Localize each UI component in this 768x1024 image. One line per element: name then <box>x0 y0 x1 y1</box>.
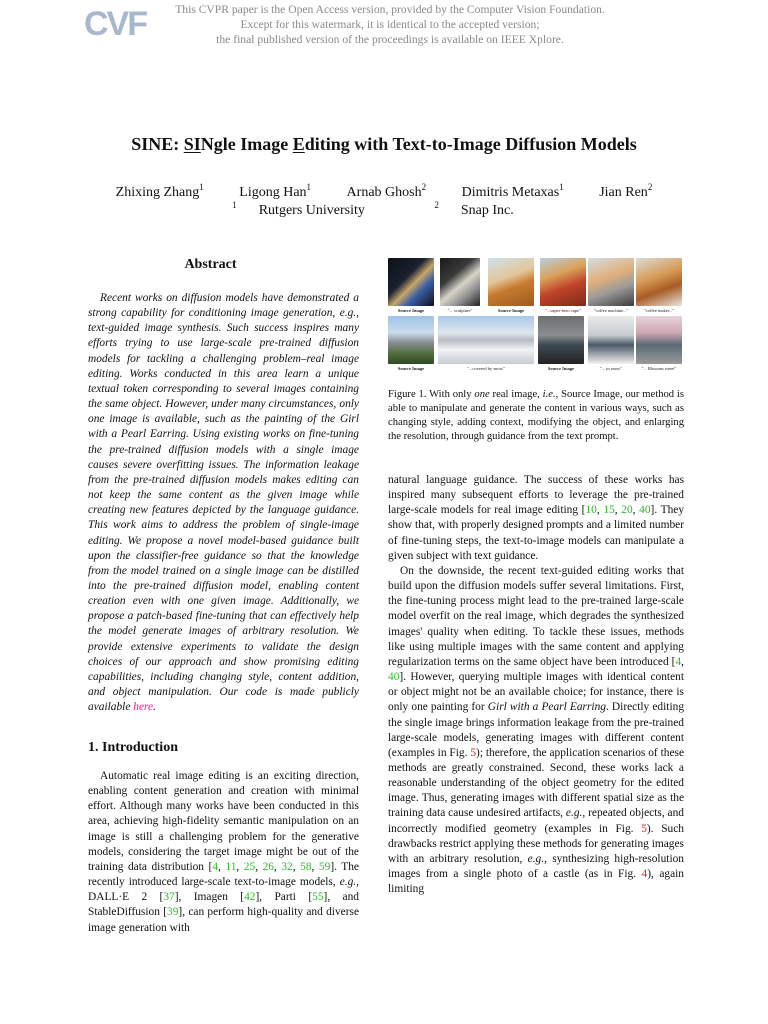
figure-image-dog-coffee-machine <box>588 258 634 306</box>
author: Arnab Ghosh$^2$ <box>346 182 427 200</box>
figure-image-car-snow <box>588 316 634 364</box>
author: Zhixing Zhang$^1$ <box>115 182 204 200</box>
figure-label: "coffee maker..." <box>643 308 675 313</box>
author: Jian Ren$^2$ <box>599 182 653 200</box>
section-heading-introduction: 1. Introduction <box>88 740 178 755</box>
figure-label: Source Image <box>397 308 425 313</box>
author: Ligong Han$^1$ <box>239 182 312 200</box>
citation-link[interactable]: 25 <box>243 860 256 873</box>
cvf-logo: CVF <box>84 5 146 43</box>
citation-link[interactable]: 55 <box>312 891 324 904</box>
citation-link[interactable]: 26 <box>262 860 274 873</box>
figure-ref-link[interactable]: 5 <box>470 746 477 759</box>
intro-paragraph: Automatic real image editing is an exciting direction, enabling content generation and creation with minimal effort. Although many works have been conducted in this area, achieving high-fidelity semantic manipulation on an image is still a challenging problem for the generative models, considering the target image might be out of the training data distribution [4, 11, 25, 26, 32, 58, 59]. The recently introduced large-scale text-to-image models, e.g., DALL·E 2 [37], Imagen [42], Parti [55], and StableDiffusion [39], can perform high-quality and diverse image generation with <box>88 770 359 934</box>
citation-link[interactable]: 11 <box>225 860 237 873</box>
author: Dimitris Metaxas$^1$ <box>461 182 564 200</box>
figure-image-pearl-earring <box>388 258 434 306</box>
citation-link[interactable]: 37 <box>163 891 175 904</box>
right-paragraph-2: On the downside, the recent text-guided editing works that build upon the diffusion models suffer several limitations. First, the fine-tuning process might lead to the pre-trained large-scale model overfit on the real image, which degrades the synthesized images' quality when editing. To tackle these issues, methods like using multiple images with the same content and applying regularization terms on the same object have been introduced [4, 40]. However, querying multiple images with identical content or object might not be an available choice; for instance, there is only one painting for Girl with a Pearl Earring. Directly editing the single image brings information leakage from the pre-trained large-scale models, generating images with different content (examples in Fig. 5); therefore, the application scenarios of these methods are greatly constrained. Second, these works lack a reasonable understanding of the object geometry for the edited image. Thus, generating images with different spatial size as the training data cause undesired artifacts, e.g., repeated objects, and incorrectly modified geometry (examples in Fig. 5). Such drawbacks restrict applying these methods for generating images with an arbitrary resolution, e.g., synthesizing high-resolution images from a single photo of a castle (as in Fig. 4), again limiting <box>388 564 685 896</box>
affiliations <box>0 200 768 219</box>
title-rest: diting with Text-to-Image Diffusion Models <box>304 134 637 154</box>
open-access-notice <box>150 2 630 47</box>
title-underlined-e: E <box>292 134 305 154</box>
figure-image-car-source <box>538 316 584 364</box>
figure-label: "... Blossom street" <box>641 366 677 371</box>
right-paragraph-1: natural language guidance. The success of these works has inspired many subsequent efforts to leverage the pre-trained large-scale models for real image editing [10, 15, 20, 40]. They show that, with properly designed prompts and a limited number of fine-tuning steps, the text-to-image models can manipulate a given subject with text guidance. <box>388 474 685 562</box>
code-link[interactable]: here <box>133 701 154 714</box>
title-underlined-si: SI <box>183 134 201 154</box>
figure-label: Source Image <box>547 366 575 371</box>
figure-image-dog-cape <box>540 258 586 306</box>
figure-ref-link[interactable]: 4 <box>641 868 648 881</box>
citation-link[interactable]: 10 <box>585 504 597 517</box>
title-n: N <box>200 134 214 154</box>
citation-link[interactable]: 59 <box>318 860 331 873</box>
figure-1-caption: Figure 1. With only one real image, i.e., Source Image, our method is able to manipulate and generate the content in various ways, such as changing style, adding context, modifying the object, and enlarging the resolution, through guidance from the text prompt. <box>388 389 684 442</box>
citation-link[interactable]: 42 <box>244 891 256 904</box>
citation-link[interactable]: 4 <box>675 655 682 668</box>
figure-1 <box>388 258 684 374</box>
notice-line: This CVPR paper is the Open Access version, provided by the Computer Vision Foundation. <box>175 3 605 16</box>
citation-link[interactable]: 58 <box>300 860 312 873</box>
figure-label: "... sculpture" <box>447 308 473 313</box>
citation-link[interactable]: 40 <box>388 671 400 684</box>
citation-link[interactable]: 4 <box>212 860 219 873</box>
figure-label: "...super-hero cape" <box>545 308 581 313</box>
paper-title <box>0 134 768 155</box>
affiliation: $^1$ Rutgers University <box>232 200 365 218</box>
affiliation: $^2$ Snap Inc. <box>434 200 514 218</box>
citation-link[interactable]: 32 <box>281 860 293 873</box>
figure-image-car-blossom <box>636 316 682 364</box>
figure-label: "...covered by snow" <box>467 366 505 371</box>
figure-image-castle-source <box>388 316 434 364</box>
figure-image-sculpture <box>440 258 480 306</box>
figure-image-dog-source <box>488 258 534 306</box>
figure-ref-link[interactable]: 5 <box>641 822 647 835</box>
figure-label: Source Image <box>497 308 525 313</box>
figure-label: "coffee machine..." <box>593 308 629 313</box>
citation-link[interactable]: 39 <box>167 906 179 919</box>
notice-line: Except for this watermark, it is identical to the accepted version; <box>240 18 540 31</box>
author-list <box>0 182 768 201</box>
figure-image-castle-snow <box>438 316 534 364</box>
right-column-text <box>388 473 684 897</box>
figure-image-dog-coffee-maker <box>636 258 682 306</box>
abstract-text: Recent works on diffusion models have demonstrated a strong capability for conditioning image generation, e.g., text-guided image synthesis. Such success inspires many efforts trying to use large-scale pre-trained diffusion models for tackling a challenging problem–real image editing. Works conducted in this area learn a unique textual token corresponding to several images containing the same object. However, under many circumstances, only one image is available, such as the painting of the Girl with a Pearl Earring. Using existing works on fine-tuning the pre-trained diffusion models with a single image causes severe overfitting issues. The information leakage from the pre-trained diffusion models makes editing can not keep the same content as the given image while creating new features depicted by the language guidance. This work aims to address the problem of single-image editing. We propose a novel model-based guidance built upon the classifier-free guidance so that the knowledge from the model trained on a single image can be distilled into the pre-trained diffusion model, enabling content creation even with one given image. Additionally, we propose a patch-based fine-tuning that can effectively help the model generate images of arbitrary resolution. We provide extensive experiments to validate the design choices of our approach and show promising editing capabilities, including changing style, content addition, and object manipulation. Our code is made publicly available <box>88 292 359 714</box>
citation-link[interactable]: 40 <box>639 504 651 517</box>
title-prefix: SINE: <box>131 134 184 154</box>
notice-line: the final published version of the proceedings is available on IEEE Xplore. <box>216 33 564 46</box>
abstract-heading: Abstract <box>184 257 237 272</box>
title-gle: gle Image <box>213 134 293 154</box>
figure-label: Source Image <box>397 366 425 371</box>
citation-link[interactable]: 20 <box>621 504 633 517</box>
citation-link[interactable]: 15 <box>603 504 615 517</box>
figure-label: "... in snow" <box>599 366 623 371</box>
abstract-body: Recent works on diffusion models have demonstrated a strong capability for conditioning image generation, e.g., text-guided image synthesis. Such success inspires many efforts trying to use large-scale pre-trained diffusion models for tackling a challenging problem–real image editing. Works conducted in this area learn a unique textual token corresponding to several images containing the same object. However, under many circumstances, only one image is available, such as the painting of the Girl with a Pearl Earring. Using existing works on fine-tuning the pre-trained diffusion models with a single image causes severe overfitting issues. The information leakage from the pre-trained diffusion models makes editing can not keep the same content as the given image while creating new features depicted by the language guidance. This work aims to address the problem of single-image editing. We propose a novel model-based guidance built upon the classifier-free guidance so that the knowledge from the model trained on a single image can be distilled into the pre-trained diffusion model, enabling content creation even with one given image. Additionally, we propose a patch-based fine-tuning that can effectively help the model generate images of arbitrary resolution. We provide extensive experiments to validate the design choices of our approach and show promising editing capabilities, including changing style, content addition, and object manipulation. Our code is made publicly available here. <box>88 292 359 714</box>
